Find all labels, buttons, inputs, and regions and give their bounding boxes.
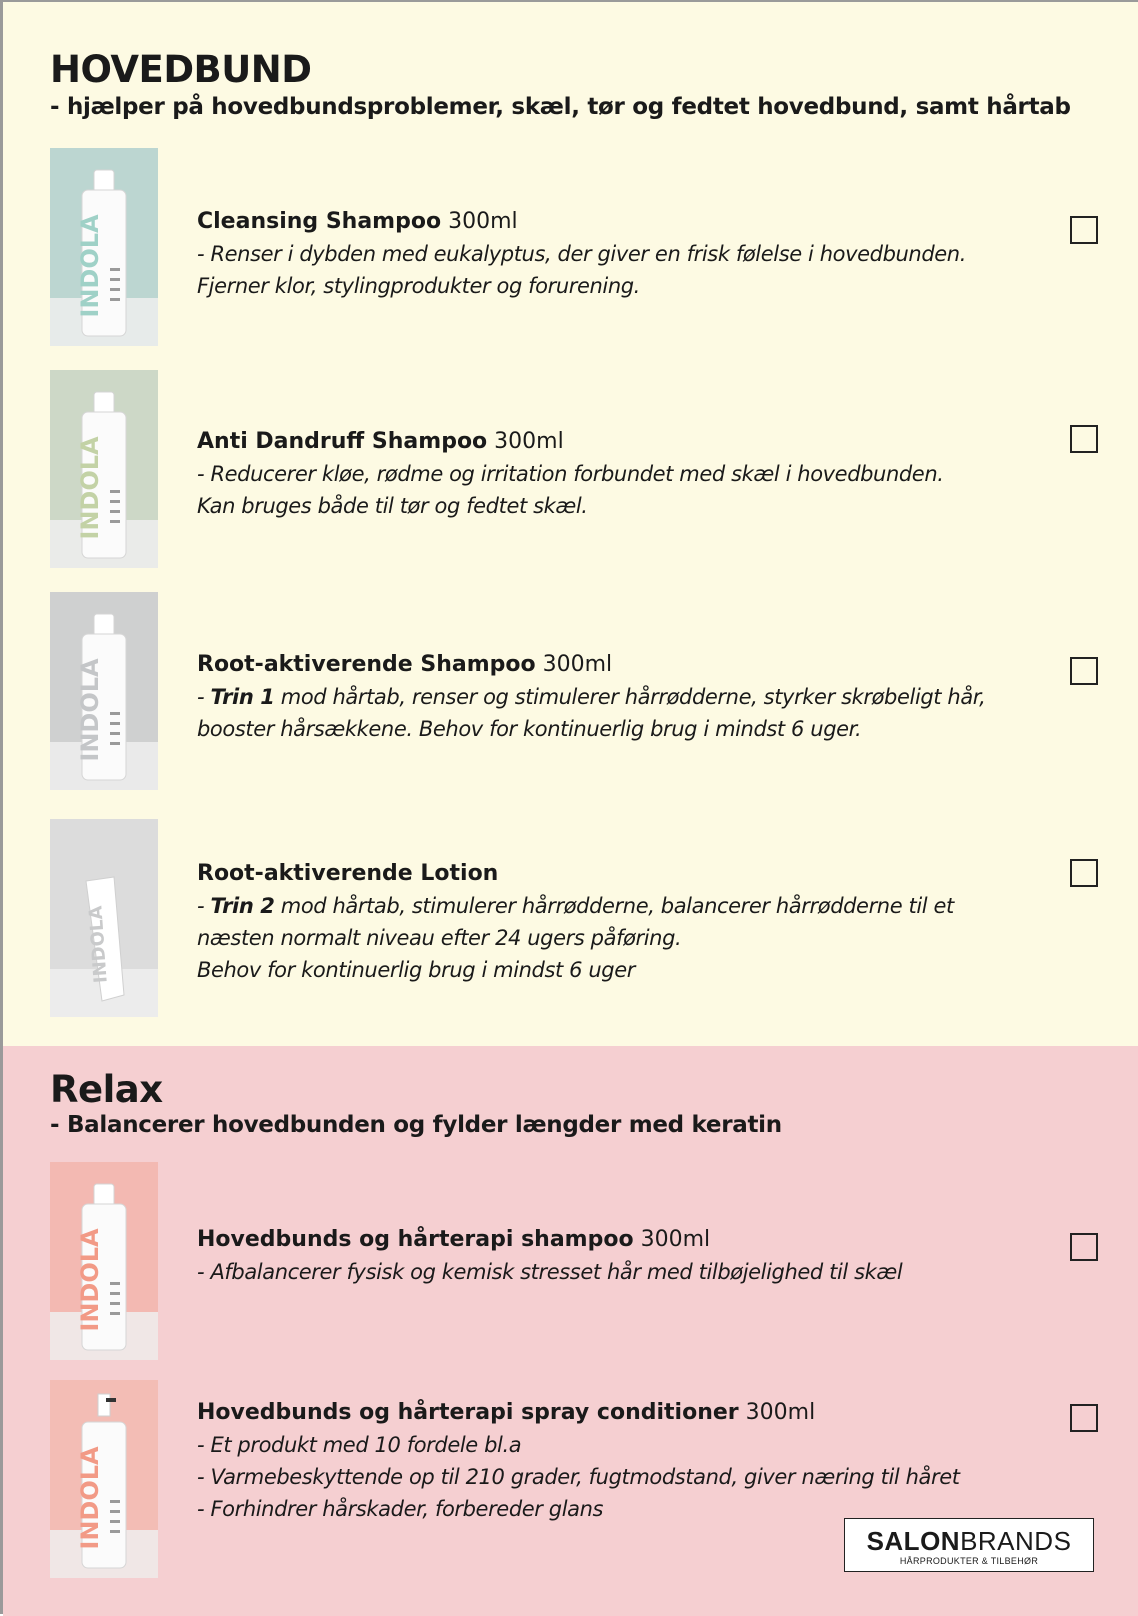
salonbrands-logo	[844, 1518, 1094, 1572]
product-volume: 300ml	[441, 209, 518, 234]
product-image	[50, 1380, 158, 1578]
product-image	[50, 592, 158, 790]
section-title: HOVEDBUND	[50, 48, 312, 91]
product-item	[50, 1162, 1110, 1360]
product-description-line: - Trin 2 mod hårtab, stimulerer hårrødderne, balancerer hårrødderne til et	[197, 894, 954, 918]
select-checkbox[interactable]	[1070, 216, 1098, 244]
product-description-line: - Afbalancerer fysisk og kemisk stresset hår med tilbøjelighed til skæl	[197, 1260, 903, 1284]
product-name: Root-aktiverende Shampoo	[197, 652, 536, 677]
section-subtitle: - hjælper på hovedbundsproblemer, skæl, tør og fedtet hovedbund, samt hårtab	[50, 94, 1071, 120]
product-name: Anti Dandruff Shampoo	[197, 429, 488, 454]
bottle-brand-mark: INDOLA	[76, 658, 104, 762]
product-text	[197, 649, 1017, 745]
product-image	[50, 819, 158, 1017]
product-name: Hovedbunds og hårterapi spray conditioner	[197, 1400, 739, 1425]
bottle-brand-mark: INDOLA	[76, 1446, 104, 1550]
product-image	[50, 1162, 158, 1360]
section-hovedbund	[3, 2, 1138, 1046]
product-volume: 300ml	[487, 429, 564, 454]
product-description-line: Behov for kontinuerlig brug i mindst 6 uger	[197, 958, 635, 982]
bottle-brand-mark: INDOLA	[85, 905, 112, 984]
bottle-illustration	[50, 819, 158, 1017]
product-name: Root-aktiverende Lotion	[197, 861, 499, 886]
section-subtitle: - Balancerer hovedbunden og fylder længder med keratin	[50, 1112, 782, 1138]
product-description-line: - Varmebeskyttende op til 210 grader, fugtmodstand, giver næring til håret	[197, 1465, 960, 1489]
product-text	[197, 858, 1017, 986]
product-volume: 300ml	[738, 1400, 816, 1425]
bottle-illustration	[50, 1162, 158, 1360]
bottle-brand-mark: INDOLA	[76, 1228, 104, 1332]
product-name: Cleansing Shampoo	[197, 209, 442, 234]
bottle-illustration	[50, 1380, 158, 1578]
bottle-illustration	[50, 148, 158, 346]
product-image	[50, 148, 158, 346]
product-image	[50, 370, 158, 568]
product-description-line: Kan bruges både til tør og fedtet skæl.	[197, 494, 588, 518]
product-text	[197, 206, 1017, 302]
product-description-line: - Renser i dybden med eukalyptus, der giver en frisk følelse i hovedbunden.	[197, 242, 966, 266]
section-title: Relax	[50, 1068, 163, 1111]
select-checkbox[interactable]	[1070, 1404, 1098, 1432]
bottle-brand-mark: INDOLA	[76, 214, 104, 318]
product-volume: 300ml	[633, 1227, 711, 1252]
product-item	[50, 819, 1110, 1017]
bottle-illustration	[50, 592, 158, 790]
product-description-line: Fjerner klor, stylingprodukter og forurening.	[197, 274, 640, 298]
product-text	[197, 1397, 1017, 1525]
logo-bold-text: SALON	[866, 1526, 961, 1556]
product-description-line: - Reducerer kløe, rødme og irritation forbundet med skæl i hovedbunden.	[197, 462, 944, 486]
product-description-line: næsten normalt niveau efter 24 ugers påføring.	[197, 926, 682, 950]
select-checkbox[interactable]	[1070, 859, 1098, 887]
product-description-line: - Forhindrer hårskader, forbereder glans	[197, 1497, 604, 1521]
select-checkbox[interactable]	[1070, 425, 1098, 453]
product-volume: 300ml	[535, 652, 613, 677]
product-item	[50, 370, 1110, 568]
bottle-illustration	[50, 370, 158, 568]
product-description-line: - Et produkt med 10 fordele bl.a	[197, 1433, 522, 1457]
product-description-line: - Trin 1 mod hårtab, renser og stimulerer hårrødderne, styrker skrøbeligt hår,	[197, 685, 986, 709]
bottle-brand-mark: INDOLA	[76, 436, 104, 540]
select-checkbox[interactable]	[1070, 1233, 1098, 1261]
product-item	[50, 148, 1110, 346]
product-text	[197, 426, 1017, 522]
logo-regular-text: BRANDS	[960, 1526, 1072, 1556]
product-name: Hovedbunds og hårterapi shampoo	[197, 1227, 634, 1252]
product-description-line: booster hårsækkene. Behov for kontinuerlig brug i mindst 6 uger.	[197, 717, 862, 741]
product-item	[50, 592, 1110, 790]
product-text	[197, 1224, 1017, 1288]
logo-tagline: HÅRPRODUKTER & TILBEHØR	[899, 1556, 1039, 1566]
select-checkbox[interactable]	[1070, 657, 1098, 685]
